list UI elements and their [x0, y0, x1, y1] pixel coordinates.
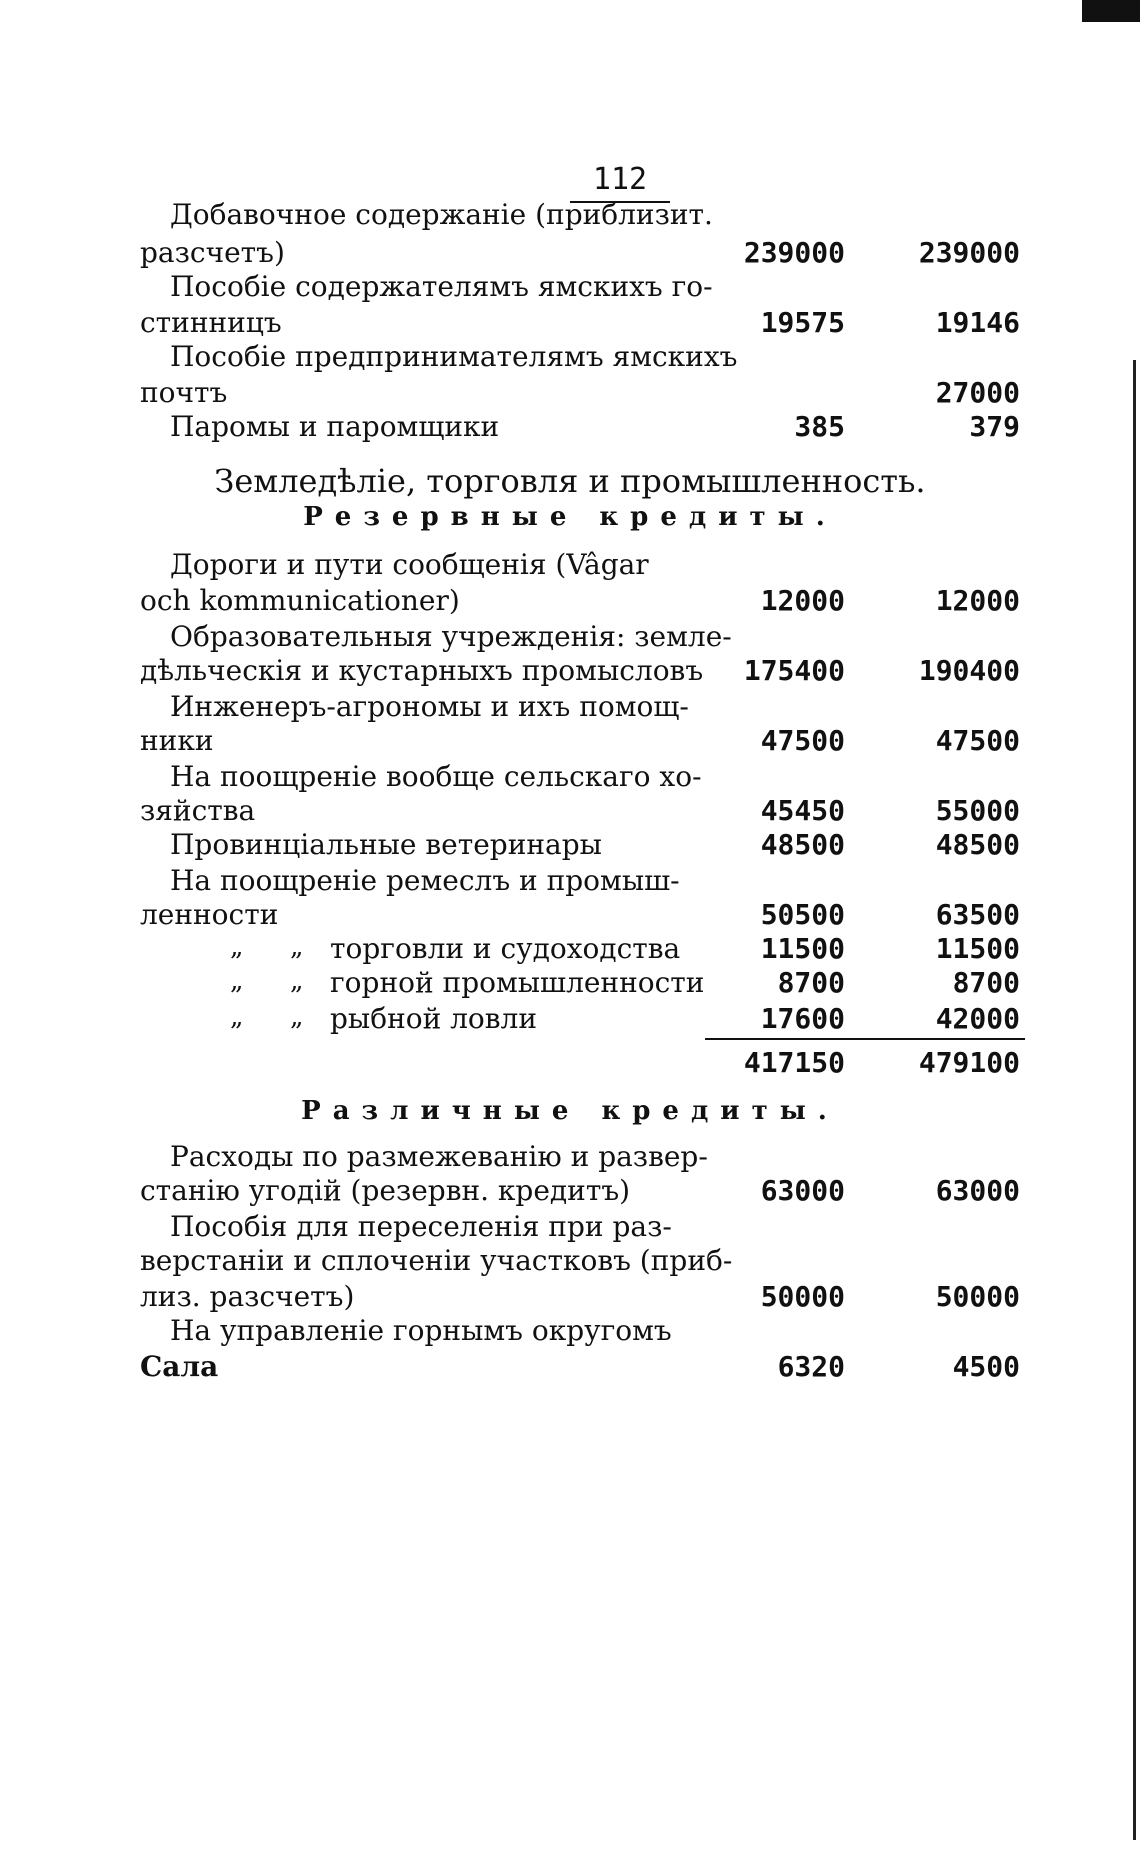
row-text-line: дѣльческія и кустарныхъ промысловъ: [140, 654, 704, 687]
total-rule: [705, 1038, 1025, 1040]
value-col1: 12000: [760, 584, 845, 617]
total-col1: 417150: [743, 1046, 845, 1079]
section-subtitle-reserve: Резервные кредиты.: [303, 502, 837, 532]
row-text-line: разсчетъ): [140, 236, 285, 269]
value-col1: 47500: [760, 724, 845, 757]
ditto-mark: „: [230, 966, 244, 996]
value-col2: 379: [969, 410, 1020, 443]
value-col2: 8700: [952, 966, 1020, 999]
row-text-line: Инженеръ-агрономы и ихъ помощ-: [170, 690, 689, 723]
page-corner-mark: [1082, 0, 1140, 22]
value-col1: 385: [794, 410, 845, 443]
row-text-line: На поощреніе ремеслъ и промыш-: [170, 864, 680, 897]
value-col1: 50000: [760, 1280, 845, 1313]
row-text-line: Паромы и паромщики: [170, 410, 500, 443]
ditto-mark: „: [230, 1002, 244, 1032]
value-col2: 190400: [918, 654, 1020, 687]
value-col2: 55000: [935, 794, 1020, 827]
value-col2: 63000: [935, 1174, 1020, 1207]
value-col2: 50000: [935, 1280, 1020, 1313]
ditto-mark: „: [290, 1002, 304, 1032]
value-col1: 8700: [777, 966, 845, 999]
value-col1: 11500: [760, 932, 845, 965]
section-subtitle-various: Различные кредиты.: [301, 1096, 839, 1126]
value-col1: 239000: [743, 236, 845, 269]
value-col1: 45450: [760, 794, 845, 827]
row-text-line: ники: [140, 724, 214, 757]
row-text-line: рыбной ловли: [330, 1002, 538, 1035]
value-col2: 47500: [935, 724, 1020, 757]
value-col2: 12000: [935, 584, 1020, 617]
value-col2: 239000: [918, 236, 1020, 269]
ditto-mark: „: [290, 966, 304, 996]
value-col2: 19146: [935, 306, 1020, 339]
row-text-line: На управленіе горнымъ округомъ: [170, 1314, 672, 1347]
row-text-line: лиз. разсчетъ): [140, 1280, 355, 1313]
value-col2: 42000: [935, 1002, 1020, 1035]
row-text-line: Расходы по размежеванію и развер-: [170, 1140, 708, 1173]
ditto-mark: „: [230, 932, 244, 962]
ditto-mark: „: [290, 932, 304, 962]
row-text-line: Пособіе содержателямъ ямскихъ го-: [170, 270, 713, 303]
value-col1: 6320: [777, 1350, 845, 1383]
value-col1: 19575: [760, 306, 845, 339]
value-col2: 4500: [952, 1350, 1020, 1383]
row-text-line: Провинціальные ветеринары: [170, 828, 602, 861]
total-col2: 479100: [918, 1046, 1020, 1079]
value-col2: 11500: [935, 932, 1020, 965]
value-col1: 17600: [760, 1002, 845, 1035]
row-text-line: Добавочное содержаніе (приблизит.: [170, 198, 713, 231]
value-col1: 50500: [760, 898, 845, 931]
page-number: 112: [570, 162, 670, 203]
section-title: Земледѣліе, торговля и промышленность.: [214, 462, 926, 500]
row-text-line: стинницъ: [140, 306, 282, 339]
value-col1: 48500: [760, 828, 845, 861]
row-text-line: Дороги и пути сообщенія (Vâgar: [170, 548, 649, 581]
row-text-line: Пособія для переселенія при раз-: [170, 1210, 672, 1243]
row-text-line: На поощреніе вообще сельскаго хо-: [170, 760, 702, 793]
value-col1: 63000: [760, 1174, 845, 1207]
row-text-line: Сала: [140, 1350, 219, 1383]
row-text-line: горной промышленности: [330, 966, 705, 999]
row-text-line: Образовательныя учрежденія: земле-: [170, 620, 732, 653]
value-col2: 48500: [935, 828, 1020, 861]
row-text-line: почтъ: [140, 376, 228, 409]
row-text-line: верстаніи и сплоченіи участковъ (приб-: [140, 1244, 733, 1277]
value-col2: 63500: [935, 898, 1020, 931]
row-text-line: och kommunicationer): [140, 584, 460, 617]
row-text-line: зяйства: [140, 794, 256, 827]
row-text-line: Пособіе предпринимателямъ ямскихъ: [170, 340, 738, 373]
row-text-line: станію угодій (резервн. кредитъ): [140, 1174, 631, 1207]
value-col1: 175400: [743, 654, 845, 687]
row-text-line: ленности: [140, 898, 279, 931]
row-text-line: торговли и судоходства: [330, 932, 681, 965]
value-col2: 27000: [935, 376, 1020, 409]
